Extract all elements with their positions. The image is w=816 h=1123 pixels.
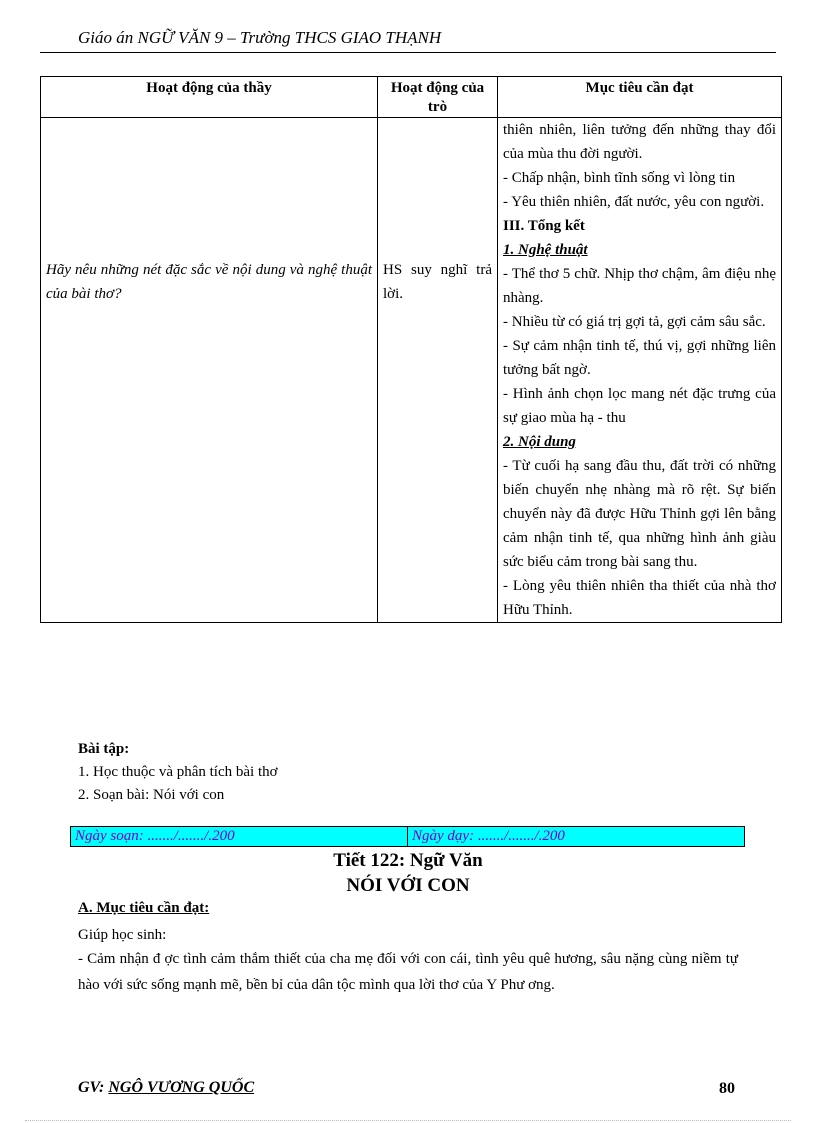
content-item: - Lòng yêu thiên nhiên tha thiết của nhà thơ Hữu Thỉnh. <box>503 578 776 618</box>
prep-date: Ngày soạn: ......./......./.200 <box>75 828 235 844</box>
art-item: - Thể thơ 5 chữ. Nhịp thơ chậm, âm điệu nhẹ nhàng. <box>503 266 776 306</box>
homework-title: Bài tập: <box>78 741 130 757</box>
art-heading: 1. Nghệ thuật <box>503 242 588 258</box>
bottom-rule <box>25 1120 791 1121</box>
teach-date: Ngày dạy: ......./......./.200 <box>407 827 744 846</box>
header-goals: Mục tiêu cần đạt <box>498 77 782 118</box>
content-heading: 2. Nội dung <box>503 434 576 450</box>
summary-heading: III. Tổng kết <box>503 218 585 234</box>
teacher-name: NGÔ VƯƠNG QUỐC <box>108 1079 255 1096</box>
student-activity: HS suy nghĩ trả lời. <box>378 118 498 623</box>
teacher-activity: Hãy nêu những nét đặc sắc về nội dung và nghệ thuật của bài thơ? <box>41 118 378 623</box>
header-teacher: Hoạt động của thầy <box>41 77 378 118</box>
goal-line: thiên nhiên, liên tưởng đến những thay đổi của mùa thu đời người. <box>503 122 776 162</box>
goal-paragraph: - Cảm nhận đ ợc tình cảm thắm thiết của cha mẹ đối với con cái, tình yêu quê hương, sâu nặng cùng niềm tự hào với sức sống mạnh mẽ, bền bỉ của dân tộc mình qua lời thơ của Y Phư ơng. <box>78 951 738 993</box>
intro-text: Giúp học sinh: <box>78 927 167 943</box>
lesson-number: Tiết 122: Ngữ Văn <box>333 850 483 871</box>
goals-cell <box>498 118 782 623</box>
table-header-row <box>41 77 782 118</box>
content-item: - Từ cuối hạ sang đầu thu, đất trời có những biến chuyển nhẹ nhàng mà rõ rệt. Sự biến chuyển này đã được Hữu Thỉnh gợi lên bằng cảm nhận tinh tế, qua những hình ảnh giàu sức biểu cảm trong bài sang thu. <box>503 458 776 570</box>
homework-item: 1. Học thuộc và phân tích bài thơ <box>78 764 278 780</box>
homework-section <box>78 738 278 807</box>
lesson-table <box>40 76 782 623</box>
art-item: - Sự cảm nhận tinh tế, thú vị, gợi những liên tưởng bất ngờ. <box>503 338 776 378</box>
art-item: - Hình ảnh chọn lọc mang nét đặc trưng của sự giao mùa hạ - thu <box>503 386 776 426</box>
lesson-title: NÓI VỚI CON <box>346 875 470 896</box>
date-bar <box>70 826 745 847</box>
page-header: Giáo án NGỮ VĂN 9 – Trường THCS GIAO THẠNH <box>78 28 442 47</box>
table-row <box>41 118 782 623</box>
section-a-heading: A. Mục tiêu cần đạt: <box>78 900 210 916</box>
goal-line: - Yêu thiên nhiên, đất nước, yêu con người. <box>503 194 765 210</box>
footer-teacher <box>78 1079 254 1097</box>
header-rule <box>40 52 776 53</box>
header-student: Hoạt động của trò <box>378 77 498 118</box>
art-item: - Nhiều từ có giá trị gợi tả, gợi cảm sâu sắc. <box>503 314 766 330</box>
homework-item: 2. Soạn bài: Nói với con <box>78 787 225 803</box>
goal-line: - Chấp nhận, bình tĩnh sống vì lòng tin <box>503 170 736 186</box>
footer-label: GV: <box>78 1079 109 1096</box>
page-number: 80 <box>719 1080 735 1097</box>
